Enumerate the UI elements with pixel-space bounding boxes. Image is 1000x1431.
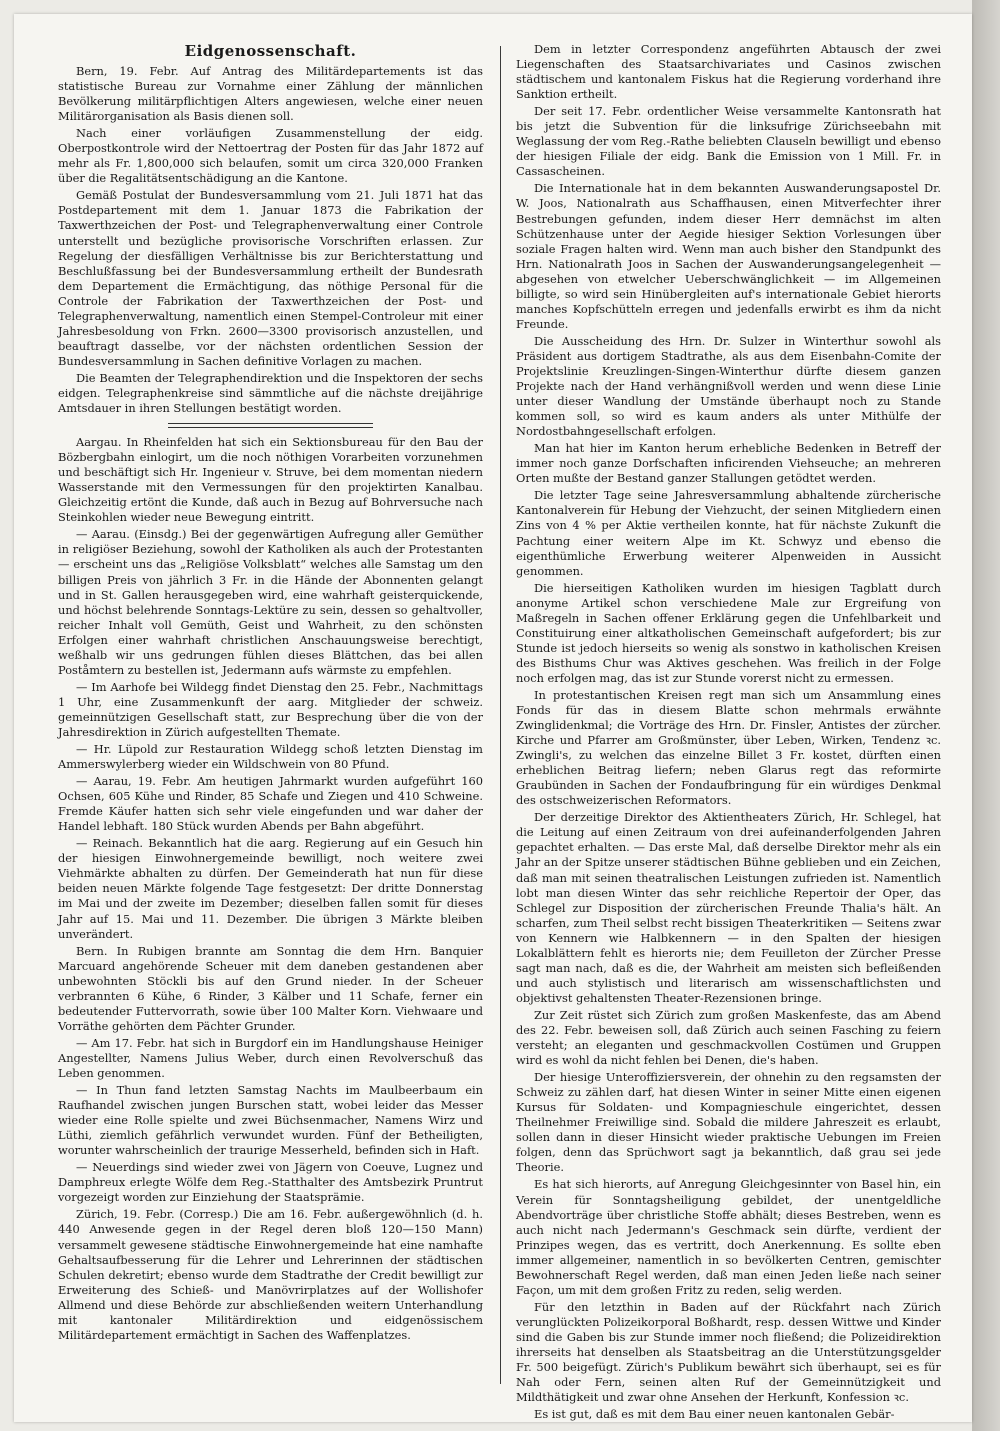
article-paragraph: Die Ausscheidung des Hrn. Dr. Sulzer in Winterthur sowohl als Präsident aus dortigem Stadtrathe, als aus dem Eisenbahn-Comite der Projektslinie Kreuzlingen-Singen-Winterthur dürfte diesem ganzen Projekte nach der Hand verhängnißvoll werden und wenn diese Linie unter dieser Wandlung der Umstände überhaupt noch zu Stande kommen soll, so wird es kaum anders als unter Mithülfe der Nordostbahngesellschaft erfolgen.	[516, 333, 941, 439]
article-paragraph: Gemäß Postulat der Bundesversammlung vom 21. Juli 1871 hat das Postdepartement mit dem 1. Januar 1873 die Fabrikation der Taxwerthzeichen der Post- und Telegraphenverwaltung einer Controle unterstellt und bezügliche provisorische Vorschriften erlassen. Zur Regelung der diesfälligen Verhältnisse bis zur Berichterstattung und Beschlußfassung bei der Bundesversammlung ertheilt der Bundesrath dem Departement die Ermächtigung, das nöthige Personal für die Controle der Fabrikation der Taxwerthzeichen der Post- und Telegraphenverwaltung, namentlich einen Stempel-Controleur mit einer Jahresbesoldung von Frkn. 2600—3300 provisorisch anzustellen, und beauftragt dasselbe, vor der nächsten ordentlichen Session der Bundesversammlung in Sachen definitive Vorlagen zu machen.	[58, 188, 483, 368]
article-paragraph: Der seit 17. Febr. ordentlicher Weise versammelte Kantonsrath hat bis jetzt die Subvention für die linksufrige Zürichseebahn mit Weglassung der vom Reg.-Rathe beliebten Clauseln bewilligt und ebenso der hiesigen Filiale der eidg. Bank die Emission von 1 Mill. Fr. in Cassascheinen.	[516, 104, 941, 179]
article-paragraph: — Aarau, 19. Febr. Am heutigen Jahrmarkt wurden aufgeführt 160 Ochsen, 605 Kühe und Rinder, 85 Schafe und Ziegen und 410 Schweine. Fremde Käufer hatten sich sehr viele eingefunden und war daher der Handel lebhaft. 180 Stück wurden Abends per Bahn abgeführt.	[58, 774, 483, 834]
article-paragraph: Zürich, 19. Febr. (Corresp.) Die am 16. Febr. außergewöhnlich (d. h. 440 Anwesende gegen in der Regel deren bloß 120—150 Mann) versammelt gewesene städtische Einwohnergemeinde hat eine namhafte Gehaltsaufbesserung für die Lehrer und Lehrerinnen der städtischen Schulen dekretirt; ebenso wurde dem Stadtrathe der Credit bewilligt zur Erweiterung des Schieß- und Manövrirplatzes auf der Wollishofer Allmend und diese Behörde zur abschließenden weitern Unterhandlung mit kantonaler Militärdirektion und eidgenössischem Militärdepartement ermächtigt in Sachen des Waffenplatzes.	[58, 1207, 483, 1342]
article-paragraph: Die letzter Tage seine Jahresversammlung abhaltende zürcherische Kantonalverein für Hebung der Viehzucht, der seinen Mitgliedern einen Zins von 4 % per Aktie vertheilen konnte, hat für nächste Zukunft die Pachtung einer weitern Alpe im Kt. Schwyz und ebenso die eigenthümliche Erwerbung weiterer Alpenweiden in Aussicht genommen.	[516, 488, 941, 578]
article-paragraph: Bern, 19. Febr. Auf Antrag des Militärdepartements ist das statistische Bureau zur Vornahme einer Zählung der männlichen Bevölkerung militärpflichtigen Alters angewiesen, welche einer neuen Militärorganisation als Basis dienen soll.	[58, 64, 483, 124]
article-paragraph: Der derzeitige Direktor des Aktientheaters Zürich, Hr. Schlegel, hat die Leitung auf einen Zeitraum von drei aufeinanderfolgenden Jahren gepachtet erhalten. — Das erste Mal, daß derselbe Direktor mehr als ein Jahr an der Spitze unserer städtischen Bühne geblieben und ein Zeichen, daß man mit seinen theatralischen Leistungen zufrieden ist. Namentlich lobt man diesen Winter das sehr reichliche Repertoir der Oper, das Schlegel zur Disposition der zürcherischen Freunde Thalia's hält. An scharfen, zum Theil selbst recht bissigen Theaterkritiken — Seitens zwar von Kennern wie Halbkennern — in den Spalten der hiesigen Lokalblättern fehlt es hierorts nie; dem Feuilleton der Zürcher Presse sagt man nach, daß es die, der Wahrheit am meisten sich befleißenden und auch stylistisch und literarisch am wissenschaftlichsten und objektivst gehaltensten Theater-Rezensionen bringe.	[516, 810, 941, 1005]
article-paragraph: Dem in letzter Correspondenz angeführten Abtausch der zwei Liegenschaften des Staatsarchivariates und Casinos zwischen städtischem und kantonalem Fiskus hat die Regierung vorderhand ihre Sanktion ertheilt.	[516, 42, 941, 102]
article-paragraph: Man hat hier im Kanton herum erhebliche Bedenken in Betreff der immer noch ganze Dorfschaften inficirenden Viehseuche; an mehreren Orten mußte der Bestand ganzer Stallungen getödtet werden.	[516, 441, 941, 486]
column-left	[58, 42, 483, 1394]
article-paragraph: Es hat sich hierorts, auf Anregung Gleichgesinnter von Basel hin, ein Verein für Sonntagsheiligung gebildet, der unentgeldliche Abendvorträge über christliche Stoffe abhält; dieses Bestreben, wenn es auch nicht nach Jedermann's Geschmack sein dürfte, verdient der Prinzipes wegen, das es vertritt, doch Anerkennung. Es sollte eben immer allgemeiner, namentlich in so bevölkerten Centren, gemischter Bewohnerschaft Regel werden, daß man einen Jeden ließe nach seiner Façon, um mit dem großen Fritz zu reden, selig werden.	[516, 1177, 941, 1297]
article-paragraph: — Im Aarhofe bei Wildegg findet Dienstag den 25. Febr., Nachmittags 1 Uhr, eine Zusammenkunft der aarg. Mitglieder der schweiz. gemeinnützigen Gesellschaft statt, zur Besprechung über die von der Jahresdirektion in Zürich aufgestellten Themate.	[58, 679, 483, 739]
column-rule	[500, 46, 501, 1384]
page-edge	[972, 0, 1000, 1431]
article-paragraph: — Hr. Lüpold zur Restauration Wildegg schoß letzten Dienstag im Ammerswylerberg wieder ein Wildschwein von 80 Pfund.	[58, 742, 483, 772]
article-paragraph: Nach einer vorläufigen Zusammenstellung der eidg. Oberpostkontrole wird der Nettoertrag der Posten für das Jahr 1872 auf mehr als Fr. 1,800,000 sich belaufen, somit um circa 320,000 Franken über die Regalitätsentschädigung an die Kantone.	[58, 126, 483, 186]
article-paragraph: — Neuerdings sind wieder zwei von Jägern von Coeuve, Lugnez und Damphreux erlegte Wölfe dem Reg.-Statthalter des Amtsbezirk Pruntrut vorgezeigt worden zur Einziehung der Staatsprämie.	[58, 1160, 483, 1205]
section-divider	[168, 423, 373, 428]
article-paragraph: — Reinach. Bekanntlich hat die aarg. Regierung auf ein Gesuch hin der hiesigen Einwohnergemeinde bewilligt, noch weitere zwei Viehmärkte abhalten zu dürfen. Der Gemeinderath hat nun für diese beiden neuen Märkte folgende Tage festgesetzt: Der dritte Donnerstag im Mai und der zweite im Dezember; dieselben fallen somit für dieses Jahr auf 15. Mai und 11. Dezember. Die übrigen 3 Märkte bleiben unverändert.	[58, 836, 483, 941]
article-paragraph: Aargau. In Rheinfelden hat sich ein Sektionsbureau für den Bau der Bözbergbahn einlogirt, um die noch nöthigen Vorarbeiten vorzunehmen und beschäftigt sich Hr. Ingenieur v. Struve, bei dem momentan niedern Wasserstande mit den Vermessungen für den projektirten Kanalbau. Gleichzeitig ertönt die Kunde, daß auch in Bezug auf Bohrversuche nach Steinkohlen wieder neue Bewegung eintritt.	[58, 435, 483, 525]
article-paragraph: Es ist gut, daß es mit dem Bau einer neuen kantonalen Gebär-	[534, 1407, 895, 1422]
article-paragraph: Die hierseitigen Katholiken wurden im hiesigen Tagblatt durch anonyme Artikel schon verschiedene Male zur Ergreifung von Maßregeln in Sachen offener Erklärung gegen die Unfehlbarkeit und Constituirung einer altkatholischen Gemeinschaft aufgefordert; bis zur Stunde ist jedoch hierseits so wenig als sonstwo in katholischen Kreisen des Bisthums Chur was Aktives geschehen. Was freilich in der Folge noch erfolgen mag, das ist zur Stunde vorerst nicht zu ermessen.	[516, 580, 941, 685]
article-paragraph: Für den letzthin in Baden auf der Rückfahrt nach Zürich verunglückten Polizeikorporal Boßhardt, resp. dessen Wittwe und Kinder sind die Gaben bis zur Stunde immer noch fließend; die Polizeidirektion ihrerseits hat denselben als Staatsbeitrag an die Unterstützungsgelder Fr. 500 beigefügt. Zürich's Publikum bewährt sich überhaupt, sei es für Nah oder Fern, seinen alten Ruf der Gemeinnützigkeit und Mildthätigkeit und zwar ohne Ansehen der Herkunft, Konfession ꝛc.	[516, 1299, 941, 1405]
article-paragraph: — Aarau. (Einsdg.) Bei der gegenwärtigen Aufregung aller Gemüther in religiöser Beziehung, sowohl der Katholiken als auch der Protestanten — erscheint uns das „Religiöse Volksblatt“ welches alle Samstag um den billigen Preis von jährlich 3 Fr. in die Hände der Abonnenten gelangt und in St. Gallen herausgegeben wird, eine wahrhaft geisterquickende, und höchst belehrende Sonntags-Lektüre zu sein, dessen so gehaltvoller, reicher Inhalt voll Gemüth, Geist und Wahrheit, zu den schönsten Erfolgen einer wahrhaft christlichen Anschauungsweise berechtigt, weßhalb wir uns gedrungen fühlen dieses Blättchen, das bei allen Poståmtern zu bestellen ist, Jedermann aufs wärmste zu empfehlen.	[58, 527, 483, 677]
article-paragraph: Die Internationale hat in dem bekannten Auswanderungsapostel Dr. W. Joos, Nationalrath aus Schaffhausen, einen Mitverfechter ihrer Bestrebungen gefunden, indem dieser Herr demnächst im alten Schützenhause unter der Aegide hiesiger Sektion Vorlesungen über soziale Fragen halten wird. Wenn man auch bisher den Standpunkt des Hrn. Nationalrath Joos in Sachen der Auswanderungsangelegenheit — abgesehen von etwelcher Ueberschwänglichkeit — im Allgemeinen billigte, so wird sein Hinübergleiten auf's internationale Gebiet hierorts manches Kopfschütteln erregen und jedenfalls erwirbt es ihm da nicht Freunde.	[516, 181, 941, 331]
article-paragraph: Die Beamten der Telegraphendirektion und die Inspektoren der sechs eidgen. Telegraphenkreise sind sämmtliche auf die nächste dreijährige Amtsdauer in ihren Stellungen bestätigt worden.	[58, 370, 483, 416]
section-heading: Eidgenossenschaft.	[184, 42, 357, 60]
article-paragraph: Bern. In Rubigen brannte am Sonntag die dem Hrn. Banquier Marcuard angehörende Scheuer mit dem daneben gestandenen aber unbewohnten Stöckli bis auf den Grund nieder. In der Scheuer verbrannten 6 Kühe, 6 Rinder, 3 Kälber und 11 Schafe, ferner ein bedeutender Futtervorrath, sowie über 100 Malter Korn. Viehwaare und Vorräthe gehörten dem Pächter Grunder.	[58, 943, 483, 1033]
article-paragraph: Der hiesige Unteroffiziersverein, der ohnehin zu den regsamsten der Schweiz zu zählen darf, hat diesen Winter in seiner Mitte einen eigenen Kursus für Soldaten- und Kompagnieschule eingerichtet, dessen Theilnehmer Freiwillige sind. Sobald die mildere Jahreszeit es erlaubt, sollen dann in dieser Hinsicht wieder praktische Uebungen im Freien folgen, denn das Sprüchwort sagt ja bekanntlich, daß grau sei jede Theorie.	[516, 1070, 941, 1175]
article-paragraph: In protestantischen Kreisen regt man sich um Ansammlung eines Fonds für das in diesem Blatte schon mehrmals erwähnte Zwinglidenkmal; die Vorträge des Hrn. Dr. Finsler, Antistes der zürcher. Kirche und Pfarrer am Großmünster, über Leben, Wirken, Tendenz ꝛc. Zwingli's, zu welchen das einzelne Billet 3 Fr. kostet, dürften einen erheblichen Beitrag liefern; neben Glarus regt das reformirte Graubünden in Sachen der Fondaufbringung für ein würdiges Denkmal des ostschweizerischen Reformators.	[516, 687, 941, 808]
column-right	[516, 42, 941, 1422]
article-paragraph: — Am 17. Febr. hat sich in Burgdorf ein im Handlungshause Heiniger Angestellter, Namens Julius Weber, durch einen Revolverschuß das Leben genommen.	[58, 1035, 483, 1080]
article-paragraph: — In Thun fand letzten Samstag Nachts im Maulbeerbaum ein Raufhandel zwischen jungen Burschen statt, wobei leider das Messer wieder eine Rolle spielte und zwei Büchsenmacher, Namens Wirz und Lüthi, ziemlich gefährlich verwundet wurden. Fünf der Betheiligten, worunter wahrscheinlich der traurige Messerheld, befinden sich in Haft.	[58, 1083, 483, 1158]
article-paragraph: Zur Zeit rüstet sich Zürich zum großen Maskenfeste, das am Abend des 22. Febr. beweisen soll, daß Zürich auch seinen Fasching zu feiern versteht; an eleganten und geschmackvollen Costümen und Gruppen wird es wohl da nicht fehlen bei Denen, die's haben.	[516, 1007, 941, 1068]
